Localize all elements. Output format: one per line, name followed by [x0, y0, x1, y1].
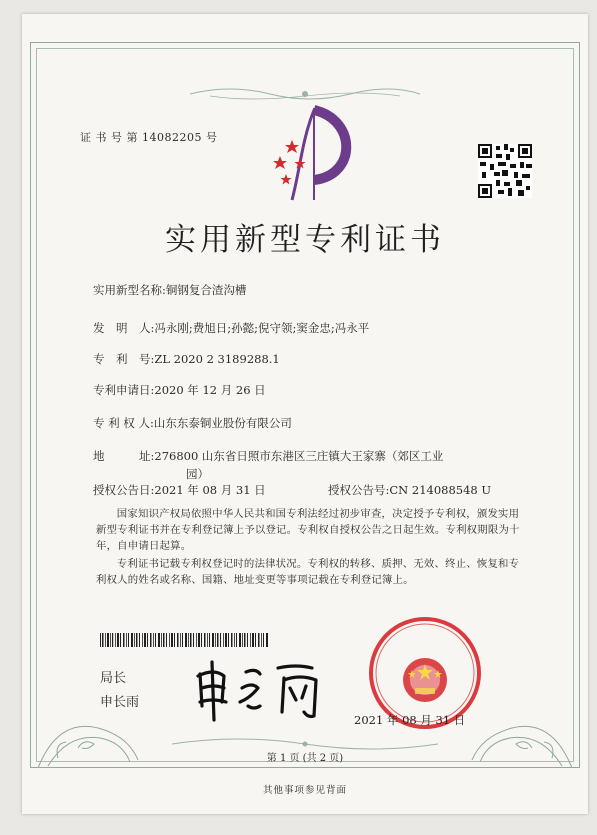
qr-code-icon: [478, 144, 532, 198]
certificate-number: 证 书 号 第 14082205 号: [80, 131, 218, 144]
utility-model-name-value: 铜钢复合渣沟槽: [165, 283, 247, 297]
paragraph-legal-line: 专利证书记载专利权登记时的法律状况。专利权的转移、质押、无效、终止、恢复和专: [116, 558, 520, 570]
certificate-paper: [22, 14, 588, 814]
paragraph-grant-line: 新型专利证书并在专利登记簿上予以登记。专利权自授权公告之日起生效。专利权期限为十: [96, 524, 520, 536]
filing-date-label: 专利申请日:: [93, 383, 155, 397]
barcode-icon: [100, 633, 270, 647]
director-title: 局长: [100, 671, 127, 686]
inventor-row: [93, 320, 369, 336]
paragraph-grant: [96, 506, 524, 554]
utility-model-name-row: [93, 282, 246, 298]
address-row: [93, 448, 443, 464]
footer-note: 其他事项参见背面: [262, 785, 347, 796]
handwritten-signature: [180, 654, 330, 724]
page-number: 第 1 页 (共 2 页): [266, 753, 344, 764]
grant-date-row: [93, 482, 266, 498]
address-value: 276800 山东省日照市东港区三庄镇大王家寨（郊区工业: [154, 449, 444, 463]
seal-date: 2021 年 08 月 31 日: [354, 713, 466, 727]
utility-model-name-label: 实用新型名称:: [93, 283, 166, 297]
cnipa-logo-icon: [262, 100, 362, 205]
director-name: 申长雨: [100, 695, 140, 710]
filing-date-value: 2020 年 12 月 26 日: [154, 383, 266, 397]
patentee-row: [93, 415, 292, 431]
certificate-title: 实用新型专利证书: [165, 222, 445, 258]
grant-number-value: CN 214088548 U: [389, 483, 492, 497]
address-label: 地 址:: [93, 449, 155, 463]
patent-number-row: [93, 351, 280, 367]
filing-date-row: [93, 382, 266, 398]
patent-number-label: 专 利 号:: [93, 352, 155, 366]
inventor-value: 冯永刚;费旭日;孙懿;倪守领;窦金忠;冯永平: [154, 321, 370, 335]
paragraph-legal-status: [96, 556, 524, 588]
grant-number-row: [328, 482, 491, 498]
paragraph-legal-line: 利权人的姓名或名称、国籍、地址变更等事项记载在专利登记簿上。: [96, 574, 414, 586]
paragraph-grant-line: 国家知识产权局依照中华人民共和国专利法经过初步审查，决定授予专利权，颁发实用: [116, 508, 520, 520]
grant-number-label: 授权公告号:: [328, 483, 390, 497]
paragraph-grant-line: 年，自申请日起算。: [96, 540, 192, 552]
patentee-value: 山东东泰铜业股份有限公司: [153, 416, 292, 430]
grant-date-label: 授权公告日:: [93, 483, 155, 497]
address-value-continued: 园）: [186, 467, 209, 481]
inventor-label: 发 明 人:: [93, 321, 155, 335]
patentee-label: 专 利 权 人:: [93, 416, 154, 430]
grant-date-value: 2021 年 08 月 31 日: [154, 483, 266, 497]
patent-number-value: ZL 2020 2 3189288.1: [154, 352, 280, 366]
